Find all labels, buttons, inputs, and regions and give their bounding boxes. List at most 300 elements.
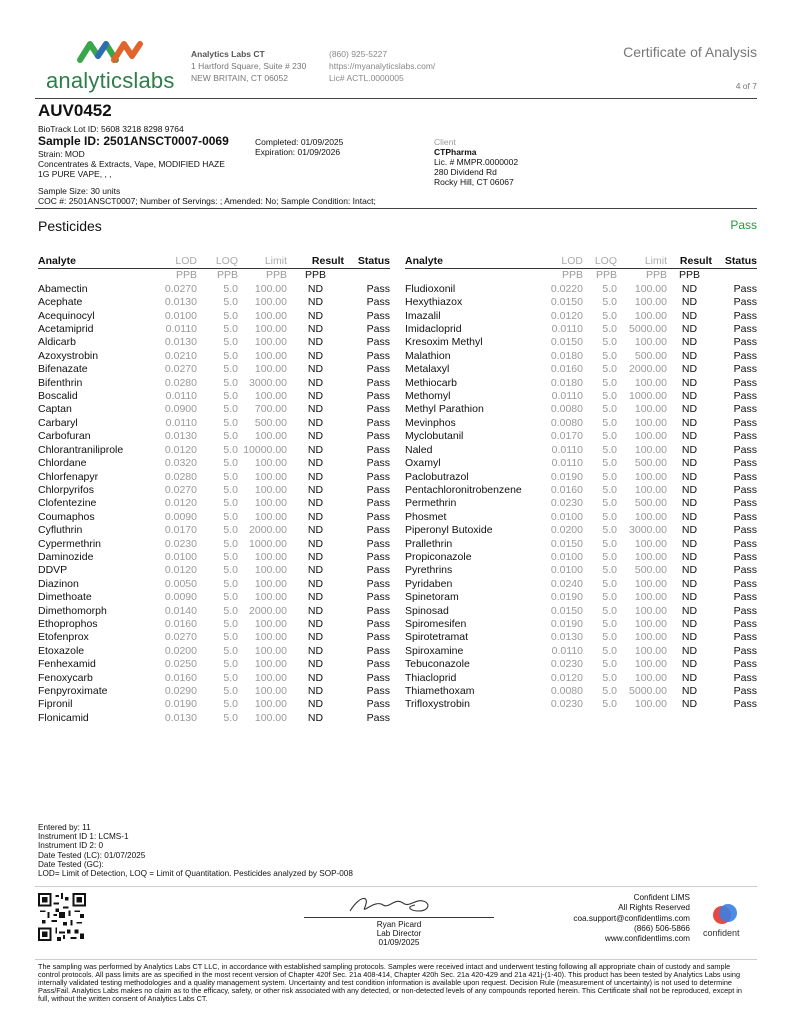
table-row [38, 444, 390, 457]
status-value: Pass [366, 698, 390, 711]
lims-name: Confident LIMS [633, 893, 690, 902]
result-value: ND [307, 416, 324, 429]
result-value: ND [307, 457, 324, 470]
status-value: Pass [733, 497, 757, 510]
loq-value: 5.0 [602, 604, 617, 617]
strain: Strain: MOD [38, 149, 85, 159]
result-value: ND [307, 282, 324, 295]
lims-website[interactable]: www.confidentlims.com [604, 934, 690, 944]
sample-id: Sample ID: 2501ANSCT0007-0069 [38, 134, 229, 148]
analyte-name: Cyfluthrin [38, 524, 83, 537]
limit-value: 100.00 [254, 309, 287, 322]
analyte-name: Pyridaben [405, 577, 453, 590]
limit-value: 100.00 [254, 631, 287, 644]
category: Concentrates & Extracts, Vape, MODIFIED HAZE [38, 159, 225, 169]
loq-value: 5.0 [223, 457, 238, 470]
result-value: ND [307, 591, 324, 604]
header-divider [35, 98, 757, 99]
table-row [38, 645, 390, 658]
note-line: Instrument ID 2: 0 [38, 841, 104, 851]
analyte-name: Spiroxamine [405, 644, 464, 657]
status-value: Pass [366, 282, 390, 295]
lod-value: 0.0080 [550, 403, 583, 416]
lod-value: 0.0900 [164, 403, 197, 416]
table-row [405, 363, 757, 376]
table-row [38, 484, 390, 497]
lod-value: 0.0120 [550, 309, 583, 322]
lims-rights: All Rights Reserved [618, 903, 690, 913]
limit-value: 100.00 [254, 323, 287, 336]
table-row [405, 403, 757, 416]
lod-value: 0.0190 [550, 470, 583, 483]
signature-date: 01/09/2025 [378, 938, 420, 947]
col-lod: LOD [535, 255, 583, 269]
result-value: ND [307, 497, 324, 510]
status-value: Pass [366, 416, 390, 429]
analyte-name: Fenoxycarb [38, 671, 93, 684]
table-row [38, 323, 390, 336]
result-value: ND [681, 483, 698, 496]
lod-value: 0.0180 [550, 376, 583, 389]
result-value: ND [681, 349, 698, 362]
loq-value: 5.0 [223, 376, 238, 389]
lod-value: 0.0120 [164, 564, 197, 577]
analyte-name: Hexythiazox [405, 296, 463, 309]
limit-value: 100.00 [254, 671, 287, 684]
loq-value: 5.0 [223, 416, 238, 429]
status-value: Pass [733, 457, 757, 470]
unit-loq: PPB [595, 269, 617, 282]
result-value: ND [307, 550, 324, 563]
loq-value: 5.0 [223, 403, 238, 416]
lod-value: 0.0200 [550, 524, 583, 537]
lod-value: 0.0230 [550, 698, 583, 711]
loq-value: 5.0 [602, 296, 617, 309]
lod-value: 0.0250 [164, 658, 197, 671]
unit-limit: PPB [645, 269, 667, 282]
analyte-name: Diazinon [38, 577, 79, 590]
result-value: ND [307, 685, 324, 697]
loq-value: 5.0 [602, 698, 617, 711]
result-value: ND [681, 296, 698, 309]
analyte-name: Spinetoram [405, 591, 459, 604]
result-value: ND [681, 443, 698, 456]
result-value: ND [307, 323, 324, 336]
status-value: Pass [366, 537, 390, 550]
analyte-name: Abamectin [38, 282, 88, 295]
limit-value: 100.00 [254, 685, 287, 697]
analyte-name: Tebuconazole [405, 658, 470, 671]
analyte-name: Propiconazole [405, 550, 472, 563]
lab-address-line2: NEW BRITAIN, CT 06052 [191, 73, 288, 83]
limit-value: 100.00 [634, 483, 667, 496]
lod-value: 0.0290 [164, 685, 197, 697]
limit-value: 100.00 [254, 698, 287, 711]
unit-lod: PPB [561, 269, 583, 282]
biotrack-lot-id: BioTrack Lot ID: 5608 3218 8298 9764 [38, 124, 184, 134]
lod-value: 0.0160 [164, 671, 197, 684]
loq-value: 5.0 [223, 577, 238, 590]
loq-value: 5.0 [602, 376, 617, 389]
status-value: Pass [366, 550, 390, 563]
table-row [38, 296, 390, 309]
limit-value: 100.00 [634, 698, 667, 711]
table-row [38, 310, 390, 323]
limit-value: 700.00 [254, 403, 287, 416]
status-value: Pass [733, 336, 757, 349]
lod-value: 0.0190 [550, 617, 583, 630]
unit-limit: PPB [265, 269, 287, 282]
limit-value: 2000.00 [249, 524, 287, 537]
loq-value: 5.0 [602, 309, 617, 322]
col-result: Result [287, 255, 344, 269]
table-row [405, 310, 757, 323]
result-value: ND [681, 564, 698, 577]
status-value: Pass [733, 604, 757, 617]
signatory [304, 920, 494, 947]
limit-value: 100.00 [634, 470, 667, 483]
status-value: Pass [366, 483, 390, 496]
status-value: Pass [366, 457, 390, 470]
result-value: ND [307, 537, 324, 550]
table-row [405, 444, 757, 457]
loq-value: 5.0 [602, 685, 617, 697]
limit-value: 5000.00 [629, 323, 667, 336]
lab-name: Analytics Labs CT [191, 49, 265, 59]
limit-value: 100.00 [634, 550, 667, 563]
status-value: Pass [733, 591, 757, 604]
table-row [405, 591, 757, 604]
limit-value: 100.00 [634, 671, 667, 684]
loq-value: 5.0 [602, 658, 617, 671]
table-row [38, 403, 390, 416]
table-row [405, 672, 757, 685]
table-row [38, 363, 390, 376]
lab-address [191, 48, 306, 84]
analyte-name: Chlorantraniliprole [38, 443, 124, 456]
status-value: Pass [733, 644, 757, 657]
lod-value: 0.0130 [550, 631, 583, 644]
status-value: Pass [733, 537, 757, 550]
loq-value: 5.0 [602, 443, 617, 456]
loq-value: 5.0 [223, 604, 238, 617]
result-value: ND [307, 510, 324, 523]
analyte-name: Daminozide [38, 550, 94, 563]
result-value: ND [307, 671, 324, 684]
table-row [38, 698, 390, 711]
result-value: ND [307, 349, 324, 362]
limit-value: 100.00 [254, 497, 287, 510]
limit-value: 100.00 [254, 349, 287, 362]
status-value: Pass [733, 309, 757, 322]
unit-loq: PPB [216, 269, 238, 282]
lab-address-line1: 1 Hartford Square, Suite # 230 [191, 61, 307, 71]
status-value: Pass [733, 443, 757, 456]
loq-value: 5.0 [223, 296, 238, 309]
limit-value: 100.00 [254, 564, 287, 577]
limit-value: 100.00 [254, 658, 287, 671]
col-loq: LOQ [583, 255, 617, 269]
table-row [405, 578, 757, 591]
note-line: Date Tested (LC): 01/07/2025 [38, 850, 146, 860]
limit-value: 100.00 [254, 363, 287, 376]
limit-value: 100.00 [254, 617, 287, 630]
loq-value: 5.0 [602, 282, 617, 295]
note-line: Date Tested (GC): [38, 859, 104, 869]
limit-value: 500.00 [634, 497, 667, 510]
table-row [405, 283, 757, 296]
lod-value: 0.0100 [550, 564, 583, 577]
note-line: Entered by: 11 [38, 823, 91, 832]
status-value: Pass [366, 658, 390, 671]
limit-value: 100.00 [634, 537, 667, 550]
limit-value: 100.00 [254, 644, 287, 657]
status-value: Pass [733, 577, 757, 590]
analyte-name: Carbaryl [38, 416, 78, 429]
lod-value: 0.0190 [164, 698, 197, 711]
col-lod: LOD [150, 255, 197, 269]
limit-value: 100.00 [634, 443, 667, 456]
status-value: Pass [366, 309, 390, 322]
table-row [405, 511, 757, 524]
lod-value: 0.0240 [550, 577, 583, 590]
loq-value: 5.0 [223, 631, 238, 644]
loq-value: 5.0 [602, 497, 617, 510]
lod-value: 0.0170 [164, 524, 197, 537]
note-line: Instrument ID 1: LCMS-1 [38, 832, 129, 842]
result-value: ND [307, 296, 324, 309]
analyte-name: Imazalil [405, 309, 441, 322]
limit-value: 100.00 [634, 631, 667, 644]
lod-value: 0.0270 [164, 363, 197, 376]
lod-value: 0.0100 [164, 309, 197, 322]
lod-value: 0.0190 [550, 591, 583, 604]
loq-value: 5.0 [602, 617, 617, 630]
result-value: ND [307, 658, 324, 671]
loq-value: 5.0 [602, 403, 617, 416]
table-row [405, 430, 757, 443]
pesticide-table-left [38, 255, 390, 725]
status-value: Pass [366, 363, 390, 376]
lims-phone: (866) 506-5866 [634, 923, 690, 933]
loq-value: 5.0 [602, 510, 617, 523]
table-row [405, 350, 757, 363]
analyte-name: Etofenprox [38, 631, 89, 644]
completed-date: Completed: 01/09/2025 [255, 137, 344, 147]
result-value: ND [307, 470, 324, 483]
limit-value: 100.00 [634, 617, 667, 630]
status-value: Pass [366, 644, 390, 657]
lod-value: 0.0130 [164, 711, 197, 724]
table-row [405, 484, 757, 497]
lod-value: 0.0150 [550, 296, 583, 309]
pesticide-table-right [405, 255, 757, 712]
limit-value: 100.00 [634, 403, 667, 416]
result-value: ND [681, 644, 698, 657]
table-row [405, 698, 757, 711]
limit-value: 100.00 [634, 336, 667, 349]
loq-value: 5.0 [223, 550, 238, 563]
table-row [405, 551, 757, 564]
result-value: ND [681, 323, 698, 336]
result-value: ND [307, 631, 324, 644]
table-row [38, 390, 390, 403]
limit-value: 1000.00 [249, 537, 287, 550]
loq-value: 5.0 [223, 564, 238, 577]
lod-value: 0.0120 [550, 671, 583, 684]
status-value: Pass [366, 403, 390, 416]
table-row [405, 471, 757, 484]
signatory-title: Lab Director [376, 929, 422, 938]
lod-value: 0.0270 [164, 631, 197, 644]
result-value: ND [307, 604, 324, 617]
result-value: ND [681, 376, 698, 389]
loq-value: 5.0 [602, 537, 617, 550]
loq-value: 5.0 [223, 685, 238, 697]
status-value: Pass [733, 483, 757, 496]
sample-size: Sample Size: 30 units [38, 186, 121, 196]
status-value: Pass [733, 671, 757, 684]
status-value: Pass [733, 685, 757, 697]
limit-value: 100.00 [254, 550, 287, 563]
lod-value: 0.0130 [164, 430, 197, 443]
lims-email[interactable]: coa.support@confidentlims.com [573, 913, 690, 923]
analyte-name: Myclobutanil [405, 430, 464, 443]
qr-code-icon[interactable] [38, 893, 86, 941]
analyte-name: Etoxazole [38, 644, 85, 657]
limit-value: 3000.00 [249, 376, 287, 389]
lod-value: 0.0140 [164, 604, 197, 617]
analyte-name: Chlordane [38, 457, 87, 470]
limit-value: 100.00 [254, 577, 287, 590]
table-row [405, 323, 757, 336]
result-value: ND [681, 604, 698, 617]
table-row [405, 618, 757, 631]
limit-value: 500.00 [634, 457, 667, 470]
lod-value: 0.0080 [550, 685, 583, 697]
limit-value: 100.00 [254, 591, 287, 604]
analyte-name: Cypermethrin [38, 537, 102, 550]
page-number: 4 of 7 [735, 81, 757, 91]
loq-value: 5.0 [223, 309, 238, 322]
result-value: ND [307, 390, 324, 403]
loq-value: 5.0 [223, 443, 238, 456]
status-value: Pass [366, 296, 390, 309]
limit-value: 100.00 [634, 282, 667, 295]
result-value: ND [681, 631, 698, 644]
lab-website[interactable]: https://myanalyticslabs.com/ [329, 61, 436, 71]
table-row [38, 591, 390, 604]
loq-value: 5.0 [602, 430, 617, 443]
status-value: Pass [733, 564, 757, 577]
limit-value: 100.00 [254, 711, 287, 724]
analyte-name: Permethrin [405, 497, 457, 510]
loq-value: 5.0 [223, 349, 238, 362]
analyte-name: Trifloxystrobin [405, 698, 470, 711]
status-value: Pass [733, 617, 757, 630]
status-value: Pass [733, 698, 757, 711]
status-value: Pass [366, 430, 390, 443]
table-row [38, 564, 390, 577]
limit-value: 2000.00 [629, 363, 667, 376]
analyte-name: Aldicarb [38, 336, 76, 349]
lod-value: 0.0270 [164, 282, 197, 295]
result-value: ND [681, 671, 698, 684]
analyte-name: Acephate [38, 296, 83, 309]
col-loq: LOQ [197, 255, 238, 269]
table-row [38, 350, 390, 363]
disclaimer-text: The sampling was performed by Analytics Labs CT LLC, in accordance with established sampling protocols. Samples were received intact and underwent testing following all appropriate chain of custody and sample control protocols. All pass limits are as specified in the most recent version of Chapter 420f Sec. 21a 408-414, Chapter 420h Sec. 21a 420-429 and 21a 421j-(1-40). This product has been tested by Analytics Labs using internally validated testing methodologies and a quality management system. Uncertainty and test condition information is available upon request. Decision Rule (measurement of uncertainty) is not used to determine Pass/Fail. Analytics Labs makes no claim as to the efficacy, safety, or other risk associated with any detected, or non-detected levels of any compounds reported herein. This Certificate shall not be reproduced, except in full, without the written consent of Analytics Labs CT. [38, 962, 742, 1003]
result-value: ND [681, 282, 698, 295]
table-row [38, 658, 390, 671]
loq-value: 5.0 [223, 644, 238, 657]
limit-value: 100.00 [254, 483, 287, 496]
dates [255, 137, 343, 157]
limit-value: 500.00 [634, 564, 667, 577]
col-result: Result [667, 255, 712, 269]
analyte-name: Phosmet [405, 510, 447, 523]
loq-value: 5.0 [223, 483, 238, 496]
analyte-name: Pyrethrins [405, 564, 453, 577]
signature-icon [345, 893, 440, 919]
analyte-name: Clofentezine [38, 497, 97, 510]
result-value: ND [307, 363, 324, 376]
table-row [38, 497, 390, 510]
result-value: ND [307, 644, 324, 657]
limit-value: 100.00 [634, 309, 667, 322]
limit-value: 500.00 [254, 416, 287, 429]
analyte-name: Fipronil [38, 698, 73, 711]
status-value: Pass [366, 604, 390, 617]
col-status: Status [712, 255, 757, 269]
table-row [38, 511, 390, 524]
note-line: LOD= Limit of Detection, LOQ = Limit of Quantitation. Pesticides analyzed by SOP-008 [38, 869, 353, 879]
analyte-name: Kresoxim Methyl [405, 336, 483, 349]
result-value: ND [307, 376, 324, 389]
status-value: Pass [366, 617, 390, 630]
lod-value: 0.0110 [551, 443, 583, 456]
lod-value: 0.0230 [550, 658, 583, 671]
lod-value: 0.0160 [550, 363, 583, 376]
table-row [405, 685, 757, 698]
status-value: Pass [733, 524, 757, 537]
lod-value: 0.0090 [164, 591, 197, 604]
result-value: ND [681, 537, 698, 550]
lab-phone: (860) 925-5227 [329, 49, 388, 59]
status-value: Pass [733, 323, 757, 336]
analyte-name: Paclobutrazol [405, 470, 469, 483]
lod-value: 0.0110 [551, 390, 583, 403]
status-value: Pass [366, 323, 390, 336]
col-limit: Limit [617, 255, 667, 269]
result-value: ND [681, 698, 698, 711]
loq-value: 5.0 [602, 644, 617, 657]
table-row [405, 631, 757, 644]
limit-value: 100.00 [634, 591, 667, 604]
analyte-name: Naled [405, 443, 433, 456]
unit-lod: PPB [175, 269, 197, 282]
lod-value: 0.0110 [165, 416, 197, 429]
signatory-name: Ryan Picard [376, 920, 422, 929]
analyte-name: Dimethoate [38, 591, 92, 604]
loq-value: 5.0 [223, 698, 238, 711]
analyte-name: Imidacloprid [405, 323, 462, 336]
result-value: ND [681, 658, 698, 671]
loq-value: 5.0 [602, 470, 617, 483]
limit-value: 100.00 [254, 282, 287, 295]
status-value: Pass [733, 376, 757, 389]
loq-value: 5.0 [223, 282, 238, 295]
